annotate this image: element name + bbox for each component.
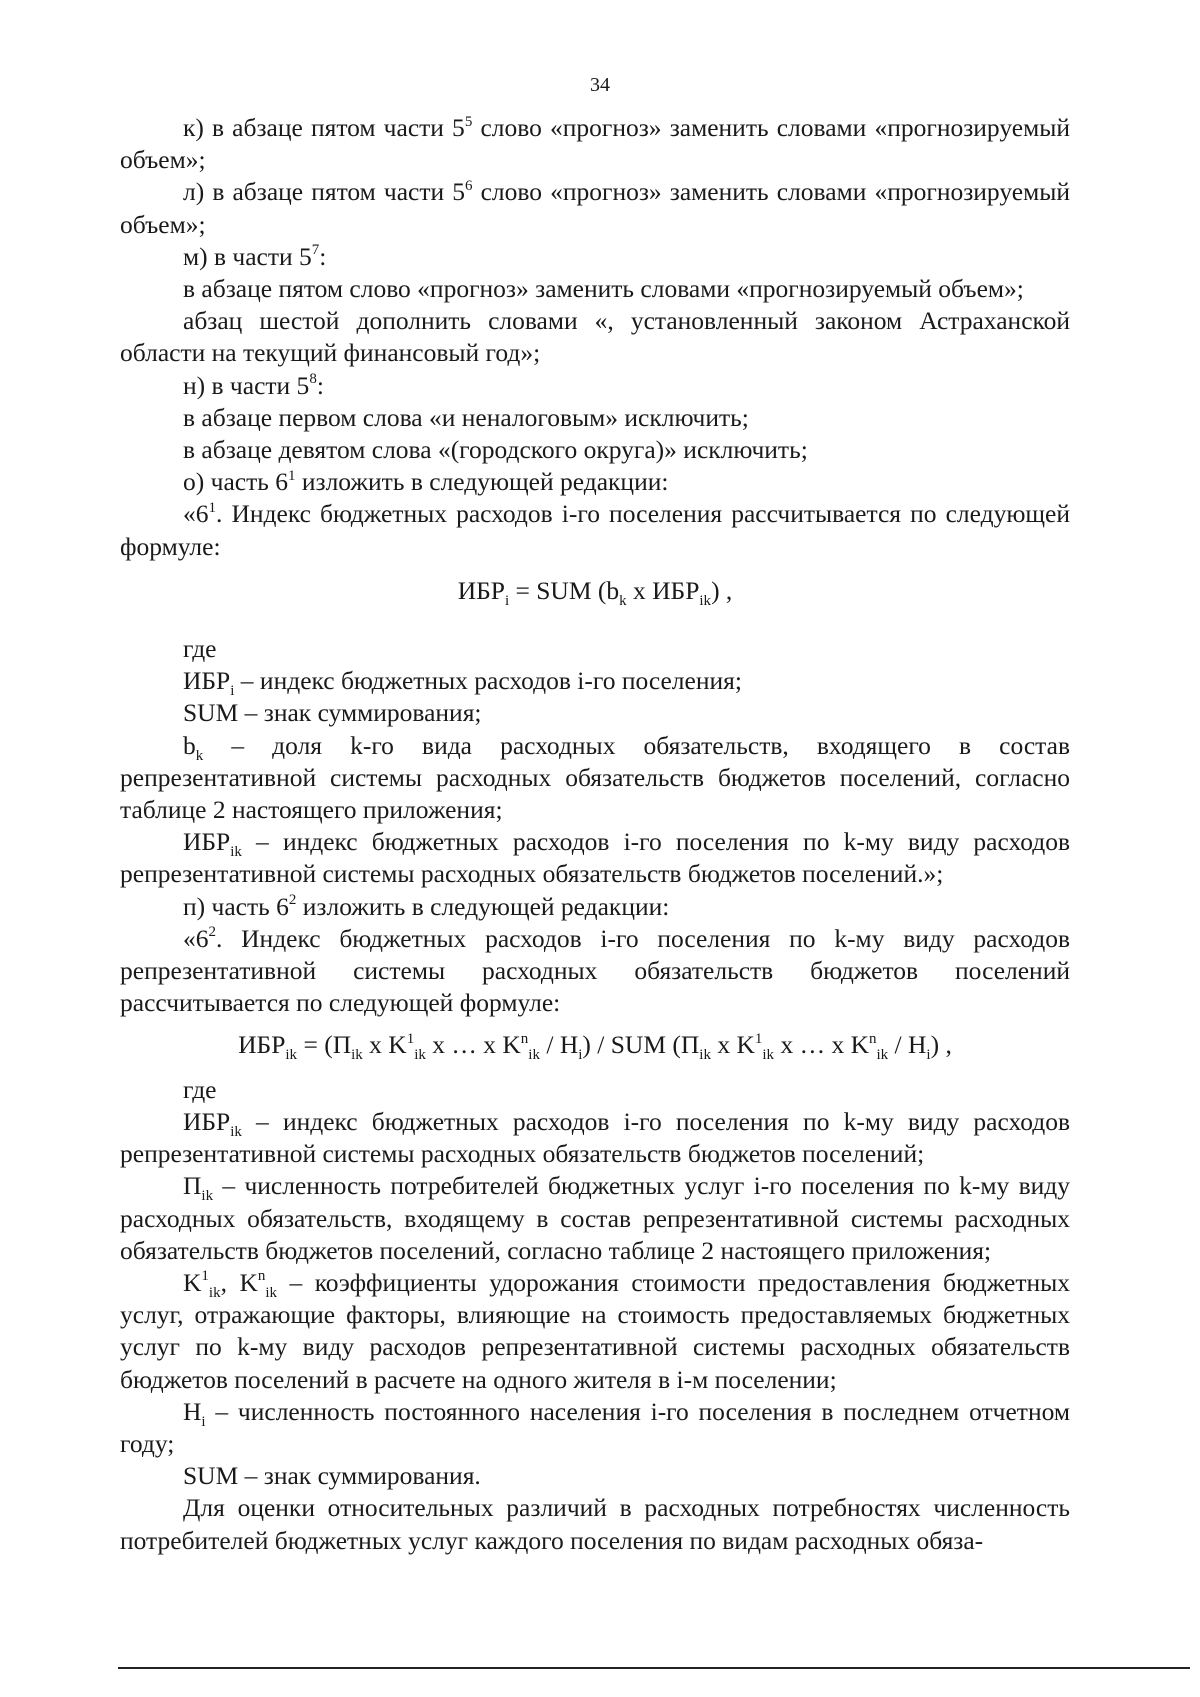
document-body [120, 112, 1070, 1557]
closing-paragraph: Для оценки относительных различий в расходных потребностях численность потребителей бюджетных услуг каждого поселения по видам расходных обяза- [120, 1493, 1070, 1555]
page-number: 34 [590, 74, 610, 96]
item-m-1: в абзаце пятом слово «прогноз» заменить словами «прогнозируемый объем»; [183, 274, 1024, 304]
item-n-2: в абзаце девятом слова «(городского округа)» исключить; [183, 435, 808, 465]
item-p-quote: «$6^2$. Индекс бюджетных расходов i-го поселения по k-му виду расходов репрезентативной системы расходных обязательств бюджетов поселений рассчитывается по следующей формуле: [120, 923, 1070, 1018]
item-p: п) часть $6^2$ изложить в следующей редакции: [183, 891, 670, 921]
formula-ibr-ik: $ИБР_{ik} = (П_{ik}$ x $K^1_{ik}$ x … x $K^n_{ik} / Н_i$) / SUM ($П_{ik}$ x $K^1_{ik}$ x … x $K^n_{ik} / Н_i$) , [238, 1030, 952, 1064]
def-sum-1: SUM – знак суммирования; [183, 698, 482, 728]
formula-ibr-i: $ИБР_i$ = SUM ($b_k$ x $ИБР_{ik}$) , [457, 575, 733, 609]
where-label-1: где [183, 634, 217, 664]
def-ibr-i: $ИБР_i$ – индекс бюджетных расходов i-го поселения; [183, 666, 742, 700]
item-n: н) в части $5^8$: [183, 370, 324, 400]
def-ibr-ik-2: $ИБР_{ik}$ – индекс бюджетных расходов i-го поселения по k-му виду расходов репрезентативной системы расходных обязательств бюджетов поселений; [120, 1106, 1070, 1169]
where-label-2: где [183, 1074, 217, 1104]
def-p-ik: $П_{ik}$ – численность потребителей бюджетных услуг i-го поселения по k-му виду расходных обязательств, входящему в состав репрезентативной системы расходных обязательств бюджетов поселений, согласно таблице 2 настоящего приложения; [120, 1171, 1070, 1265]
def-ibr-ik-1: $ИБР_{ik}$ – индекс бюджетных расходов i-го поселения по k-му виду расходов репрезентативной системы расходных обязательств бюджетов поселений.»; [120, 827, 1070, 889]
item-k: к) в абзаце пятом части $5^5$ слово «прогноз» заменить словами «прогнозируемый объем»; [120, 113, 1070, 175]
item-n-1: в абзаце первом слова «и неналоговым» исключить; [183, 402, 749, 432]
footer-divider [118, 1667, 1190, 1669]
item-l: л) в абзаце пятом части $5^6$ слово «прогноз» заменить словами «прогнозируемый объем»; [120, 177, 1070, 239]
item-o: о) часть $6^1$ изложить в следующей редакции: [183, 467, 669, 497]
item-m-2: абзац шестой дополнить словами «, установленный законом Астраханской области на текущий финансовый год»; [120, 306, 1070, 368]
def-sum-2: SUM – знак суммирования. [183, 1461, 481, 1491]
item-m: м) в части $5^7$: [183, 241, 327, 271]
item-o-quote: «$6^1$. Индекс бюджетных расходов i-го поселения рассчитывается по следующей формуле: [120, 499, 1070, 561]
def-k-coefficients: $K^1_{ik}$, $K^n_{ik}$ – коэффициенты удорожания стоимости предоставления бюджетных услуг, отражающие факторы, влияющие на стоимость предоставляемых бюджетных услуг по k-му виду расходов репрезентативной системы расходных обязательств бюджетов поселений в расчете на одного жителя в i-м поселении; [120, 1267, 1070, 1394]
def-bk: $b_k$ – доля k-го вида расходных обязательств, входящего в состав репрезентативной системы расходных обязательств бюджетов поселений, согласно таблице 2 настоящего приложения; [120, 730, 1070, 825]
def-h-i: $Н_i$ – численность постоянного населения i-го поселения в последнем отчетном году; [120, 1396, 1070, 1458]
